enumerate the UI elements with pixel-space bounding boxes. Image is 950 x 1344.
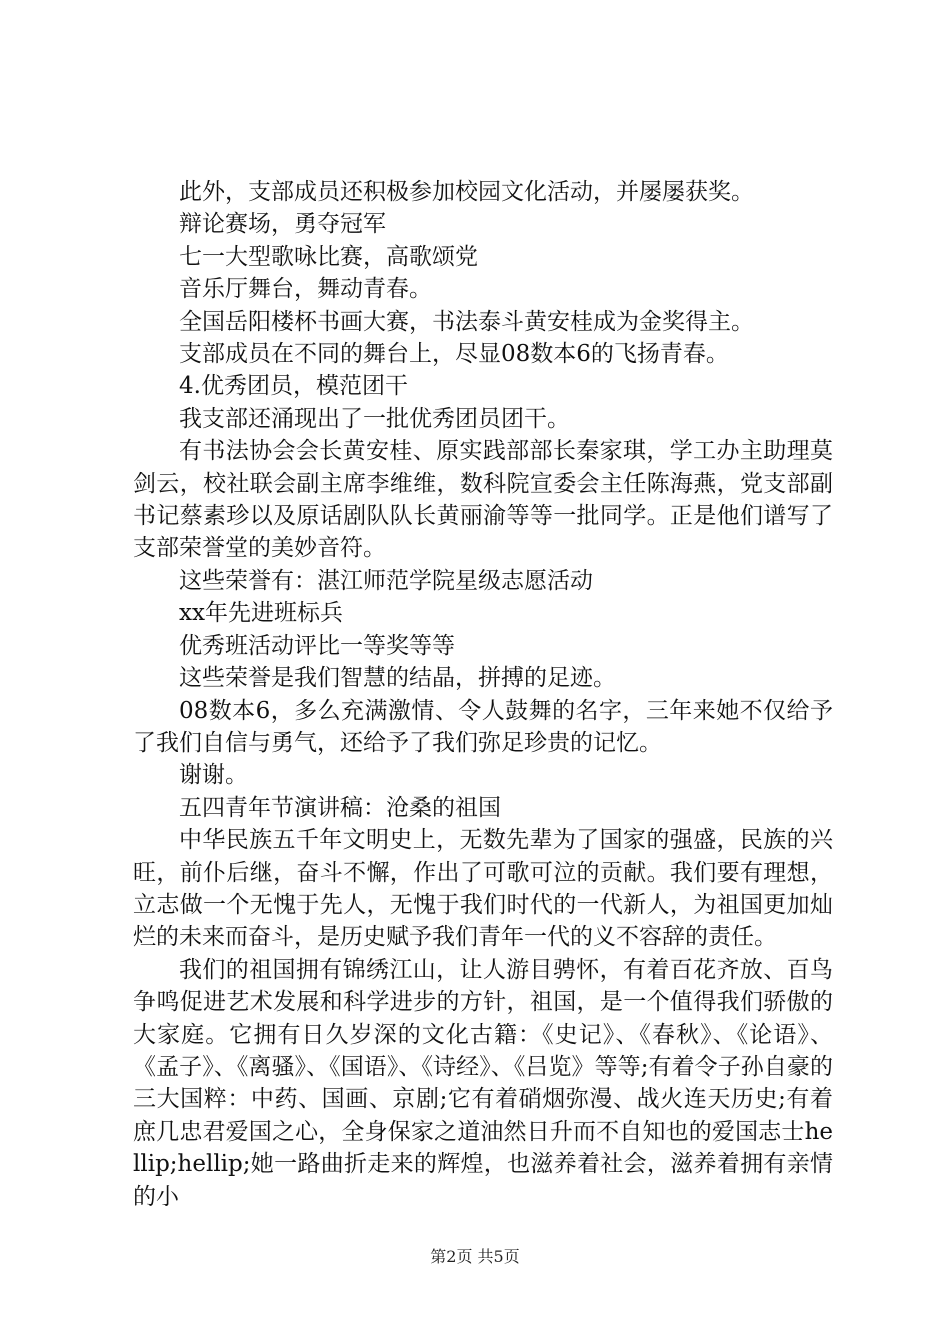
paragraph: 全国岳阳楼杯书画大赛，书法泰斗黄安桂成为金奖得主。 bbox=[179, 308, 754, 335]
section-title: 五四青年节演讲稿：沧桑的祖国 bbox=[179, 794, 501, 821]
paragraph: 这些荣誉是我们智慧的结晶，拼搏的足迹。 bbox=[179, 665, 616, 692]
paragraph: 这些荣誉有：湛江师范学院星级志愿活动 bbox=[179, 567, 593, 594]
paragraph: 谢谢。 bbox=[179, 762, 248, 789]
paragraph: 七一大型歌咏比赛，高歌颂党 bbox=[179, 243, 478, 270]
paragraph: 此外，支部成员还积极参加校园文化活动，并屡屡获奖。 bbox=[179, 179, 754, 205]
paragraph: 有书法协会会长黄安桂、原实践部部长秦家琪，学工办主助理莫剑云，校社联会副主席李维维，数科院宣委会主任陈海燕，党支部副书记蔡素珍以及原话剧队队长黄丽渝等等一批同学。正是他们谱写了支部荣誉堂的美妙音符。 bbox=[133, 438, 833, 562]
paragraph: 我们的祖国拥有锦绣江山，让人游目骋怀，有着百花齐放、百鸟争鸣促进艺术发展和科学进步的方针，祖国，是一个值得我们骄傲的大家庭。它拥有日久岁深的文化古籍：《史记》、《春秋》、《论语》、《孟子》、《离骚》、《国语》、《诗经》、《吕览》等等;有着令子孙自豪的三大国粹：中药、国画、京剧;它有着硝烟弥漫、战火连天历史;有着庶几忠君爱国之心，全身保家之道油然日升而不自知也的爱国志士hellip;hellip;她一路曲折走来的辉煌，也滋养着社会，滋养着拥有亲情的小 bbox=[133, 956, 833, 1210]
page-footer: 第2页 共5页 bbox=[430, 1247, 520, 1266]
paragraph: 08数本6，多么充满激情、令人鼓舞的名字，三年来她不仅给予了我们自信与勇气，还给予了我们弥足珍贵的记忆。 bbox=[133, 697, 833, 756]
paragraph: 我支部还涌现出了一批优秀团员团干。 bbox=[179, 405, 570, 432]
document-body bbox=[133, 176, 833, 1213]
paragraph: 支部成员在不同的舞台上，尽显08数本6的飞扬青春。 bbox=[179, 341, 729, 368]
paragraph: xx年先进班标兵 bbox=[179, 600, 343, 627]
paragraph: 优秀班活动评比一等奖等等 bbox=[179, 632, 455, 659]
paragraph: 辩论赛场，勇夺冠军 bbox=[179, 211, 386, 238]
paragraph: 中华民族五千年文明史上，无数先辈为了国家的强盛，民族的兴旺，前仆后继，奋斗不懈，作出了可歌可泣的贡献。我们要有理想，立志做一个无愧于先人，无愧于我们时代的一代新人，为祖国更加灿烂的未来而奋斗，是历史赋予我们青年一代的义不容辞的责任。 bbox=[133, 827, 833, 951]
section-heading: 4.优秀团员，模范团干 bbox=[179, 373, 408, 400]
paragraph: 音乐厅舞台，舞动青春。 bbox=[179, 276, 432, 303]
